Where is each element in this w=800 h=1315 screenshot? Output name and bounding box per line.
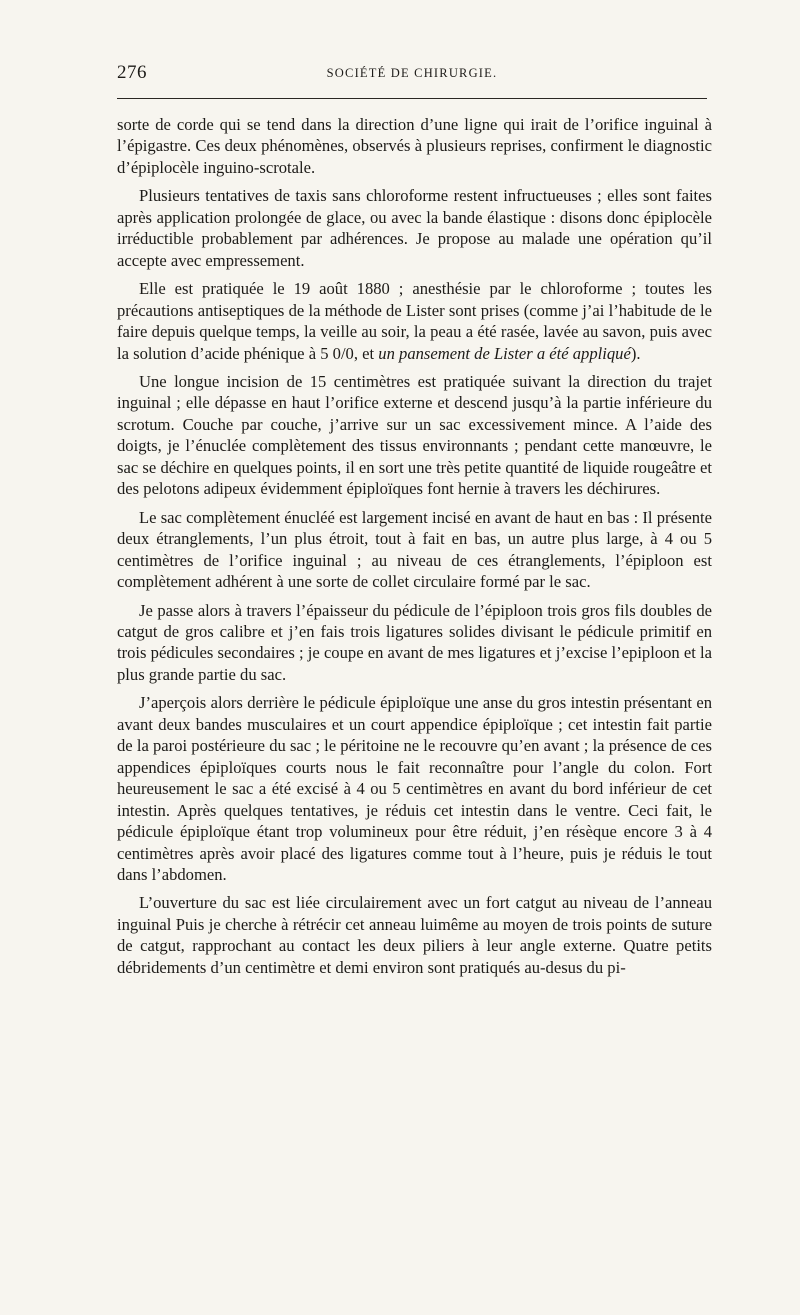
paragraph-3-tail: ). xyxy=(630,343,641,363)
running-title: SOCIÉTÉ DE CHIRURGIE. xyxy=(326,66,498,80)
body-text xyxy=(117,114,712,978)
paragraph-6: Je passe alors à travers l’épaisseur du pédicule de l’épiploon trois gros fils doubles de catgut de gros calibre et j’en fais trois ligatures solides divisant le pédicule primitif en trois pédicules secondaires ; je coupe en avant de mes ligatures et j’excise l’epiploon et la plus grande partie du sac. xyxy=(117,600,712,684)
paragraph-2: Plusieurs tentatives de taxis sans chloroforme restent infructueuses ; elles sont faites après application prolongée de glace, ou avec la bande élastique : disons donc épiplocèle irréductible probablement par adhérences. Je propose au malade une opération qu’il accepte avec empressement. xyxy=(117,186,712,270)
paragraph-7: J’aperçois alors derrière le pédicule épiploïque une anse du gros intestin présentant en avant deux bandes musculaires et un court appendice épiploïque ; cet intestin fait partie de la paroi postérieure du sac ; le péritoine ne le recouvre qu’en avant ; la présence de ces appendices épiploïques courts nous le fait reconnaître pour l’angle du colon. Fort heureusement le sac a été excisé à 4 ou 5 centimètres en avant du bord inférieur de cet intestin. Après quelques tentatives, je réduis cet intestin dans le ventre. Ceci fait, le pédicule épiploïque étant trop volumineux pour être réduit, j’en résèque encore 3 à 4 centimètres après avoir placé des ligatures comme tout à l’heure, puis je réduis le tout dans l’abdomen. xyxy=(117,693,712,884)
paragraph-4: Une longue incision de 15 centimètres est pratiquée suivant la direction du trajet inguinal ; elle dépasse en haut l’orifice externe et descend jusqu’à la partie inférieure du scrotum. Couche par couche, j’arrive sur un sac excessivement mince. A l’aide des doigts, je l’énuclée complètement des tissus environnants ; pendant cette manœuvre, le sac se déchire en quelques points, il en sort une très petite quantité de liquide rougeâtre et des pelotons adipeux évidemment épiploïques font hernie à travers les déchirures. xyxy=(117,371,712,499)
paragraph-5: Le sac complètement énucléé est largement incisé en avant de haut en bas : Il présente deux étranglements, l’un plus étroit, tout à fait en bas, un autre plus large, à 4 ou 5 centimètres de l’orifice inguinal ; au niveau de ces étranglements, l’épiploon est complètement adhérent à une sorte de collet circulaire formé par le sac. xyxy=(117,507,712,592)
header-rule xyxy=(117,98,707,99)
page-header xyxy=(117,62,707,86)
paragraph-3-italic: un pansement de Lister a été appliqué xyxy=(378,343,631,363)
page-number: 276 xyxy=(117,62,147,83)
paragraph-8: L’ouverture du sac est liée circulairement avec un fort catgut au niveau de l’anneau inguinal Puis je cherche à rétrécir cet anneau luimême au moyen de trois points de suture de catgut, rapprochant au contact les deux piliers à leur angle externe. Quatre petits débridements d’un centimètre et demi environ sont pratiqués au-desus du pi- xyxy=(117,893,712,977)
paragraph-3-text: Elle est pratiquée le 19 août 1880 ; anesthésie par le chloroforme ; toutes les précautions antiseptiques de la méthode de Lister sont prises (comme j’ai l’habitude de le faire depuis quelque temps, la veille au soir, la peau a été rasée, lavée au savon, puis avec la solution d’acide phénique à 5 0/0, et xyxy=(117,279,712,363)
paragraph-3 xyxy=(117,278,712,364)
paragraph-1: sorte de corde qui se tend dans la direction d’une ligne qui irait de l’orifice inguinal à l’épigastre. Ces deux phénomènes, observés à plusieurs reprises, confirment le diagnostic d’épiplocèle inguino-scrotale. xyxy=(117,115,712,177)
